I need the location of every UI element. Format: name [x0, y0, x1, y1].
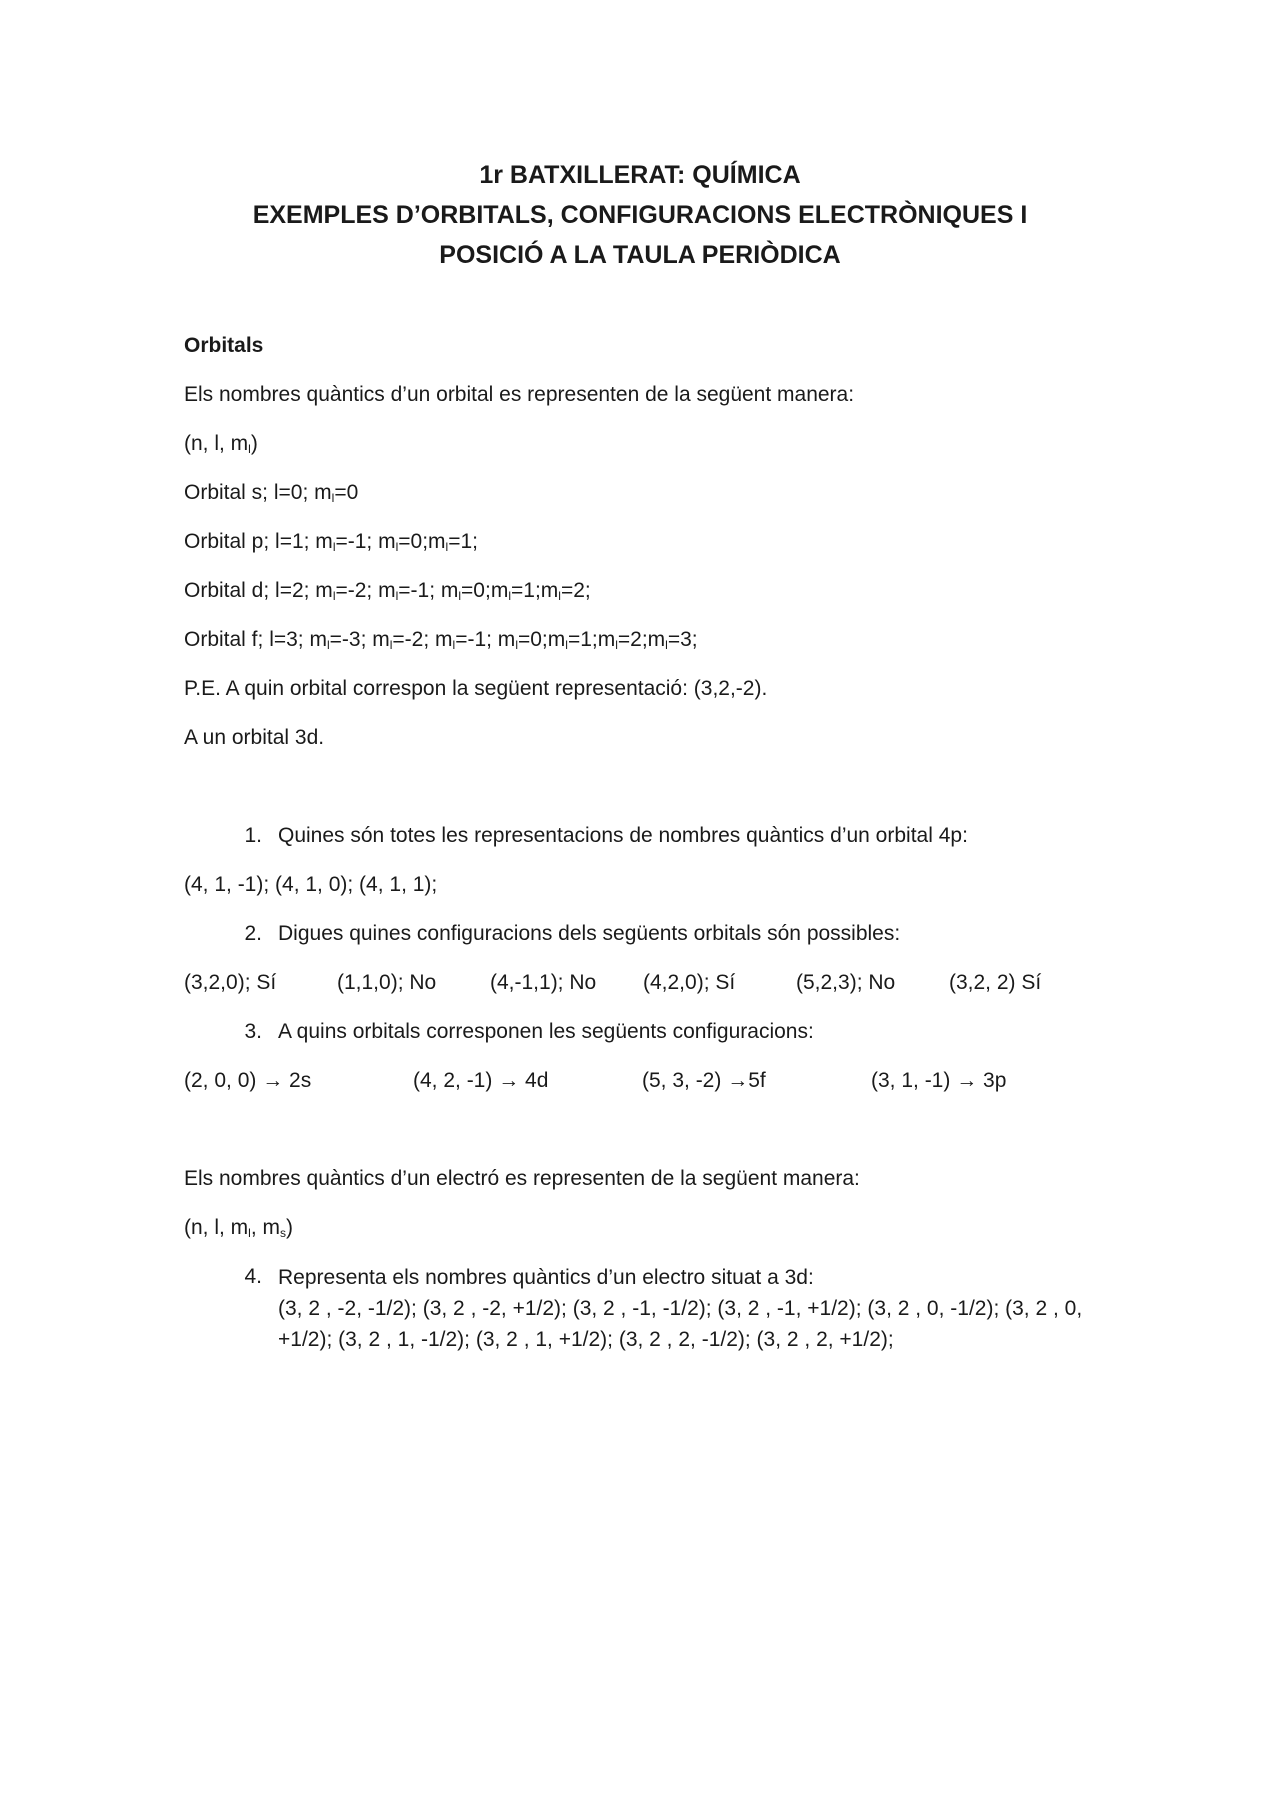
- orbital-s-line: Orbital s; l=0; $m_l=0$: [184, 481, 359, 505]
- answer-cell: (5, 3, -2) →5f: [642, 1069, 766, 1092]
- answer-cell: (4,2,0); Sí: [643, 971, 736, 994]
- exercise-2-answers: [184, 963, 1104, 1012]
- exercise-text-block: [278, 1262, 1104, 1355]
- answer-cell: (5,2,3); No: [796, 971, 896, 994]
- exercise-text: Quines són totes les representacions de nombres quàntics d’un orbital 4p:: [278, 824, 968, 847]
- exercise-4-answer: (3, 2 , -2, -1/2); (3, 2 , -2, +1/2); (3, 2 , -1, -1/2); (3, 2 , -1, +1/2); (3, 2 , 0, -1/2); (3, 2 , 0, +1/2); (3, 2 , 1, -1/2); (3, 2 , 1, +1/2); (3, 2 , 2, -1/2); (3, 2 , 2, +1/2);: [278, 1297, 1083, 1351]
- title-line-2: EXEMPLES D’ORBITALS, CONFIGURACIONS ELECTRÒNIQUES I: [252, 201, 1028, 229]
- orbital-p-line: Orbital p; l=1; $m_l=-1$; $m_l=0;m_l=1$;: [184, 530, 478, 554]
- exercise-number: 4.: [244, 1265, 262, 1288]
- document-body: [184, 326, 1104, 1355]
- exercise-text: Digues quines configuracions dels següents orbitals són possibles:: [278, 922, 901, 945]
- answer-cell: (3,2,0); Sí: [184, 971, 277, 994]
- orbital-d-line: Orbital d; l=2; $m_l=-2$; $m_l=-1$; $m_l=0;m_l=1;m_l=2$;: [184, 579, 591, 603]
- exercise-1-answer: (4, 1, -1); (4, 1, 0); (4, 1, 1);: [184, 873, 438, 896]
- orbital-notation-intro: Els nombres quàntics d’un orbital es representen de la següent manera:: [184, 383, 855, 406]
- answer-cell: (3, 1, -1) → 3p: [871, 1069, 1007, 1092]
- exercise-2: [184, 914, 1104, 963]
- answer-cell: (4, 2, -1) → 4d: [413, 1069, 549, 1092]
- answer-cell: (4,-1,1); No: [490, 971, 597, 994]
- title-line-3: POSICIÓ A LA TAULA PERIÒDICA: [439, 241, 841, 269]
- exercise-number: 3.: [244, 1020, 262, 1043]
- answer-cell: (3,2, 2) Sí: [949, 971, 1042, 994]
- answer-cell: (2, 0, 0) → 2s: [184, 1069, 312, 1092]
- exercise-3: [184, 1012, 1104, 1061]
- answer-cell: (1,1,0); No: [337, 971, 437, 994]
- exercise-3-answers: [184, 1061, 1104, 1110]
- section-heading-orbitals: Orbitals: [184, 334, 264, 357]
- document-title: [0, 155, 1280, 275]
- spacer: [184, 1110, 1104, 1159]
- exercise-number: 2.: [244, 922, 262, 945]
- exercise-1: [184, 816, 1104, 865]
- exercise-text: Representa els nombres quàntics d’un electro situat a 3d:: [278, 1266, 814, 1289]
- exercise-4: [184, 1257, 1104, 1355]
- electron-notation-intro: Els nombres quàntics d’un electró es representen de la següent manera:: [184, 1167, 860, 1190]
- exercise-text: A quins orbitals corresponen les següents configuracions:: [278, 1020, 814, 1043]
- example-answer: A un orbital 3d.: [184, 726, 325, 749]
- spacer: [184, 767, 1104, 816]
- electron-notation: (n, l, $m_l$, $m_s$): [184, 1216, 294, 1240]
- title-line-1: 1r BATXILLERAT: QUÍMICA: [479, 161, 801, 189]
- exercise-number: 1.: [244, 824, 262, 847]
- orbital-f-line: Orbital f; l=3; $m_l=-3$; $m_l=-2$; $m_l=-1$; $m_l=0;m_l=1;m_l=2;m_l=3$;: [184, 628, 698, 652]
- orbital-notation: (n, l, $m_l$): [184, 432, 258, 456]
- example-question: P.E. A quin orbital correspon la següent representació: (3,2,-2).: [184, 677, 768, 700]
